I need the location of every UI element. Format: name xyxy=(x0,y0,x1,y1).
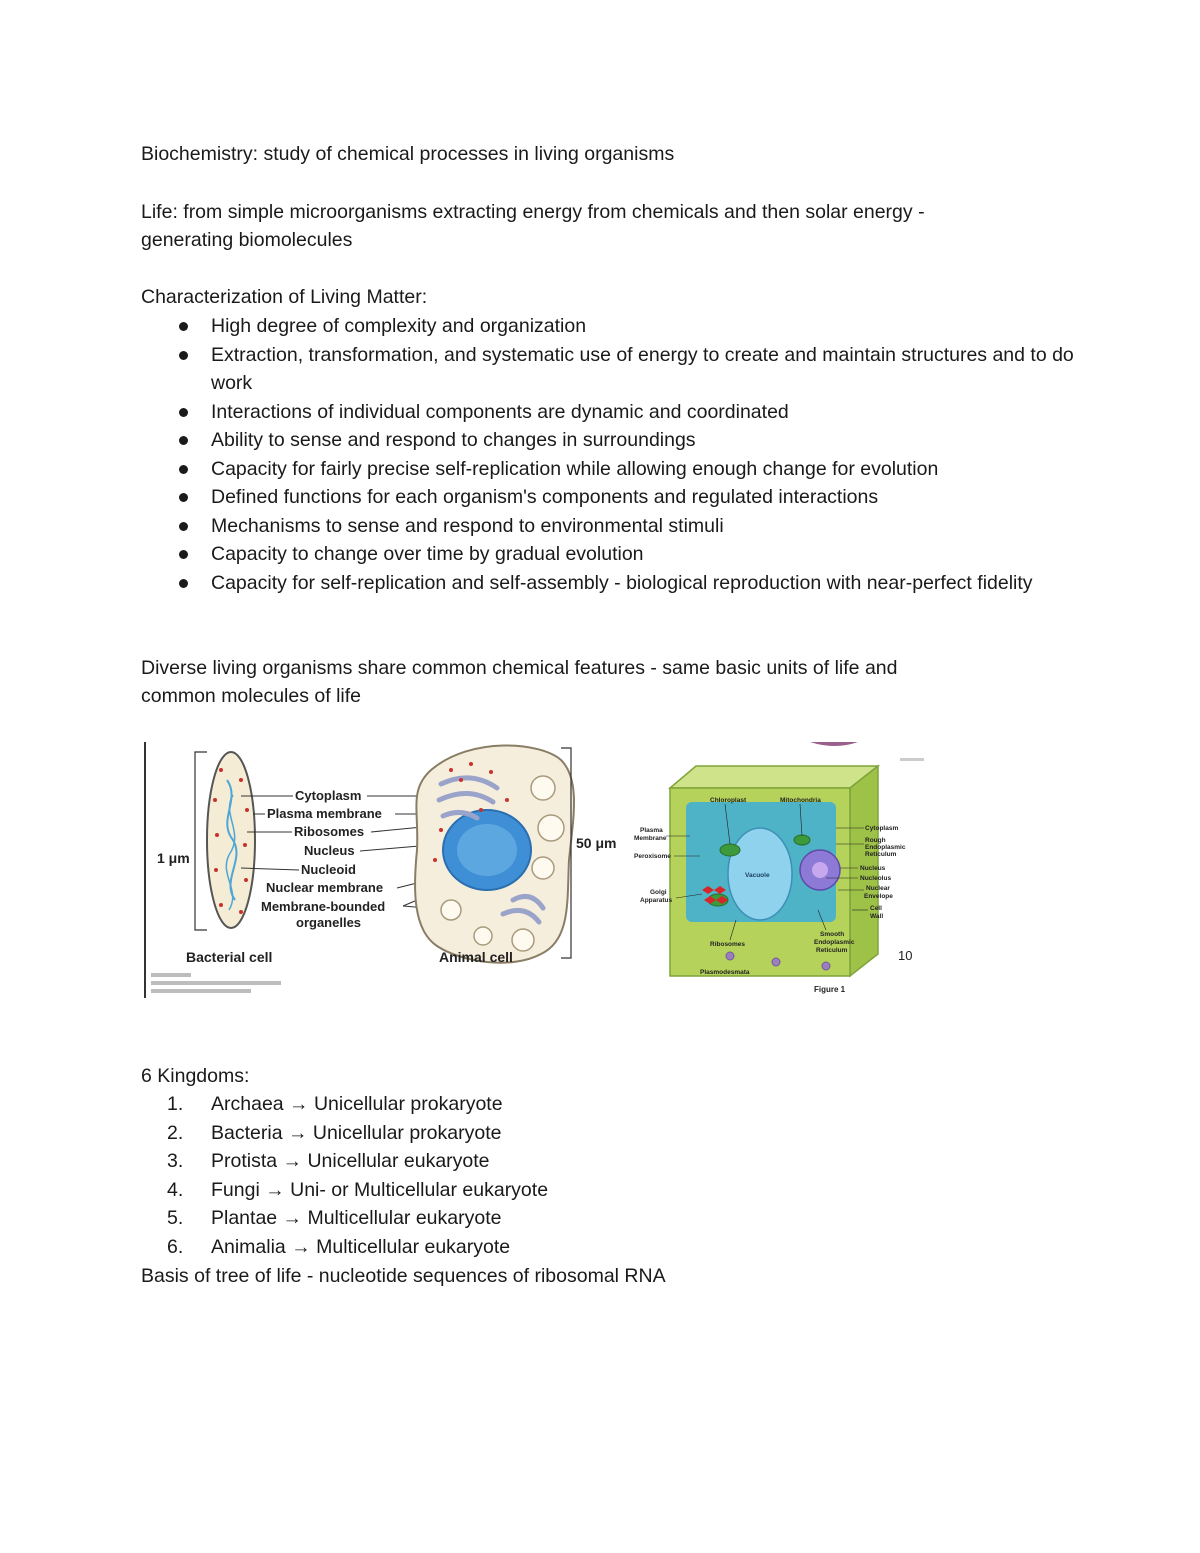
animal-cell-caption: Animal cell xyxy=(439,949,513,965)
list-item: Mechanisms to sense and respond to environmental stimuli xyxy=(141,512,1101,541)
bullet-icon xyxy=(179,522,188,531)
list-item: 3. Protista → Unicellular eukaryote xyxy=(141,1147,1101,1176)
bullet-icon xyxy=(179,493,188,502)
bullet-icon xyxy=(179,322,188,331)
label-nucleolus: Nucleolus xyxy=(860,875,892,882)
list-item: Ability to sense and respond to changes in surroundings xyxy=(141,426,1101,455)
label-apparatus: Apparatus xyxy=(640,897,673,904)
label-plasmodesmata: Plasmodesmata xyxy=(700,969,750,976)
label-nuclear-membrane: Nuclear membrane xyxy=(266,880,384,895)
bacterial-cell-caption: Bacterial cell xyxy=(186,949,273,965)
label-smooth-reticulum: Reticulum xyxy=(816,947,848,954)
list-number: 3. xyxy=(167,1150,184,1172)
list-item: Interactions of individual components are dynamic and coordinated xyxy=(141,398,1101,427)
scale-label-large: 50 μm xyxy=(576,835,617,851)
list-item: High degree of complexity and organization xyxy=(141,312,1101,341)
list-number: 6. xyxy=(167,1235,184,1258)
cell-comparison-figure xyxy=(141,740,625,1000)
label-rough: Rough xyxy=(865,837,886,844)
label-organelles: organelles xyxy=(296,915,362,930)
bullet-icon xyxy=(179,408,188,417)
label-cytoplasm: Cytoplasm xyxy=(295,788,362,803)
label-endoplasmic: Endoplasmic xyxy=(865,844,906,851)
definition-biochemistry: Biochemistry: study of chemical processes in living organisms xyxy=(141,143,675,165)
page-number: 10 xyxy=(898,948,913,963)
label-nucleus: Nucleus xyxy=(304,843,355,858)
kingdoms-heading: 6 Kingdoms: xyxy=(141,1065,250,1087)
label-mitochondria: Mitochondria xyxy=(780,797,821,804)
list-number: 5. xyxy=(167,1207,184,1229)
bacterial-cell-icon xyxy=(207,752,255,928)
list-number: 4. xyxy=(167,1178,184,1201)
label-reticulum: Reticulum xyxy=(865,851,897,858)
bullet-icon xyxy=(179,465,188,474)
tree-of-life-line: Basis of tree of life - nucleotide sequences of ribosomal RNA xyxy=(141,1265,666,1287)
label-vacuole: Vacuole xyxy=(745,872,770,879)
label-plasma: Plasma xyxy=(640,827,663,834)
list-item: 2. Bacteria → Unicellular prokaryote xyxy=(141,1119,1101,1148)
list-item: Capacity for fairly precise self-replication while allowing enough change for evolution xyxy=(141,455,1101,484)
plant-figure-caption: Figure 1 xyxy=(814,985,846,994)
label-smooth-endoplasmic: Endoplasmic xyxy=(814,939,855,946)
label-cell: Cell xyxy=(870,905,882,912)
bullet-icon xyxy=(179,351,188,360)
diverse-line-1: Diverse living organisms share common chemical features - same basic units of life and xyxy=(141,657,898,679)
label-plasma-membrane: Plasma membrane xyxy=(267,806,382,821)
label-ribosomes: Ribosomes xyxy=(294,824,365,839)
label-wall: Wall xyxy=(870,913,884,920)
label-membrane-bounded: Membrane-bounded xyxy=(261,899,386,914)
list-item: Defined functions for each organism's components and regulated interactions xyxy=(141,483,1101,512)
label-nucleoid: Nucleoid xyxy=(301,862,356,877)
characteristics-list xyxy=(141,312,1101,597)
label-ribosomes-plant: Ribosomes xyxy=(710,941,746,948)
label-golgi: Golgi xyxy=(650,889,667,896)
list-item: Capacity to change over time by gradual evolution xyxy=(141,540,1101,569)
label-nucleus-plant: Nucleus xyxy=(860,865,886,872)
bullet-icon xyxy=(179,436,188,445)
scale-label-small: 1 μm xyxy=(157,850,190,866)
list-item: 5. Plantae → Multicellular eukaryote xyxy=(141,1204,1101,1233)
list-item: Capacity for self-replication and self-assembly - biological reproduction with near-perfect fidelity xyxy=(141,569,1101,598)
list-number: 1. xyxy=(167,1093,184,1115)
bullet-icon xyxy=(179,579,188,588)
diverse-line-2: common molecules of life xyxy=(141,685,362,707)
label-envelope: Envelope xyxy=(864,893,893,900)
plant-cell-figure xyxy=(630,740,930,1000)
list-item: 1. Archaea → Unicellular prokaryote xyxy=(141,1090,1101,1119)
life-line-2: generating biomolecules xyxy=(141,229,353,251)
label-chloroplast: Chloroplast xyxy=(710,797,747,804)
bullet-icon xyxy=(179,550,188,559)
list-item: Extraction, transformation, and systematic use of energy to create and maintain structures and to do work xyxy=(141,341,1101,398)
list-number: 2. xyxy=(167,1121,184,1144)
label-cytoplasm-plant: Cytoplasm xyxy=(865,825,899,832)
characterization-heading: Characterization of Living Matter: xyxy=(141,286,428,308)
kingdoms-list xyxy=(141,1090,1101,1261)
label-membrane: Membrane xyxy=(634,835,667,842)
list-item: 4. Fungi → Uni- or Multicellular eukaryote xyxy=(141,1176,1101,1205)
label-smooth: Smooth xyxy=(820,931,845,938)
list-item: 6. Animalia → Multicellular eukaryote xyxy=(141,1233,1101,1262)
life-line-1: Life: from simple microorganisms extracting energy from chemicals and then solar energy - xyxy=(141,201,925,223)
label-peroxisome: Peroxisome xyxy=(634,853,671,860)
label-nuclear: Nuclear xyxy=(866,885,890,892)
